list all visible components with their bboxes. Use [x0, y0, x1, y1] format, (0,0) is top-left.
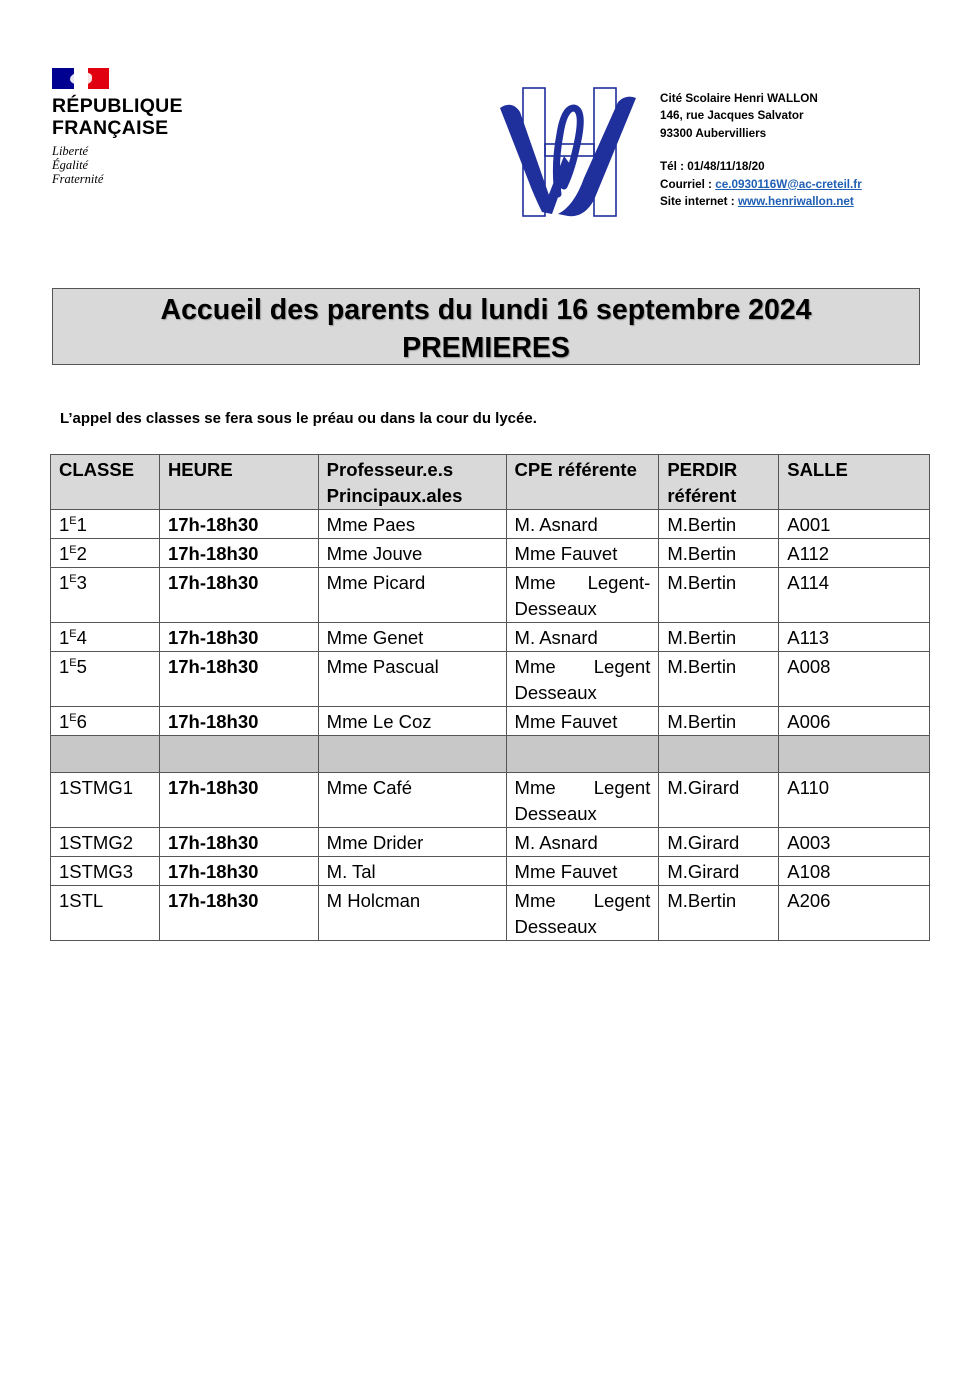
website-label: Site internet : [660, 195, 735, 209]
republic-name-line2: FRANÇAISE [52, 117, 169, 139]
class-cell: 1STMG1 [51, 773, 160, 828]
room-cell: A206 [779, 886, 930, 941]
class-cell: 1STL [51, 886, 160, 941]
class-cell: 1STMG3 [51, 857, 160, 886]
separator-row [51, 736, 930, 773]
prof-cell: Mme Picard [318, 568, 506, 623]
schedule-table [50, 454, 930, 941]
prof-cell: Mme Le Coz [318, 707, 506, 736]
perdir-cell: M.Bertin [659, 510, 779, 539]
time-cell: 17h-18h30 [159, 652, 318, 707]
republic-name-line1: RÉPUBLIQUE [52, 95, 183, 117]
room-cell: A114 [779, 568, 930, 623]
time-cell: 17h-18h30 [159, 623, 318, 652]
henri-wallon-logo-icon [498, 86, 638, 219]
perdir-cell: M.Girard [659, 773, 779, 828]
website-link[interactable]: www.henriwallon.net [737, 195, 854, 209]
republic-motto [52, 144, 183, 186]
title-box [52, 288, 920, 365]
school-name: Cité Scolaire Henri WALLON [660, 92, 818, 105]
cpe-cell: Mme Fauvet [506, 707, 659, 736]
room-cell: A006 [779, 707, 930, 736]
class-cell: $1^E4$ [51, 623, 160, 652]
class-cell: $1^E3$ [51, 568, 160, 623]
perdir-cell: M.Girard [659, 857, 779, 886]
header-classe: CLASSE [51, 455, 160, 510]
school-website-line [660, 193, 862, 210]
motto-egalite: Égalité [52, 158, 89, 172]
table-row [51, 623, 930, 652]
class-cell: $1^E6$ [51, 707, 160, 736]
header-perdir: PERDIR référent [659, 455, 779, 510]
header-cpe: CPE référente [506, 455, 659, 510]
time-cell: 17h-18h30 [159, 828, 318, 857]
school-phone: Tél : 01/48/11/18/20 [660, 160, 765, 174]
table-row [51, 857, 930, 886]
room-cell: A008 [779, 652, 930, 707]
perdir-cell: M.Bertin [659, 886, 779, 941]
prof-cell: M. Tal [318, 857, 506, 886]
perdir-cell: M.Bertin [659, 568, 779, 623]
table-row [51, 568, 930, 623]
time-cell: 17h-18h30 [159, 568, 318, 623]
cpe-cell: M. Asnard [506, 510, 659, 539]
prof-cell: Mme Pascual [318, 652, 506, 707]
motto-fraternite: Fraternité [52, 172, 104, 186]
header-salle: SALLE [779, 455, 930, 510]
cpe-cell: Mme Fauvet [506, 539, 659, 568]
perdir-cell: M.Bertin [659, 652, 779, 707]
page-title: Accueil des parents du lundi 16 septembre 2024 [160, 294, 812, 326]
table-row [51, 510, 930, 539]
prof-cell: M Holcman [318, 886, 506, 941]
time-cell: 17h-18h30 [159, 773, 318, 828]
room-cell: A110 [779, 773, 930, 828]
prof-cell: Mme Drider [318, 828, 506, 857]
class-cell: $1^E5$ [51, 652, 160, 707]
marianne-flag-icon [52, 68, 109, 89]
prof-cell: Mme Paes [318, 510, 506, 539]
page-subtitle: PREMIERES [402, 332, 570, 364]
school-street: 146, rue Jacques Salvator [660, 109, 804, 123]
school-city: 93300 Aubervilliers [660, 126, 767, 140]
school-email-line [660, 176, 862, 193]
cpe-cell: Mme Legent Desseaux [506, 886, 659, 941]
header-heure: HEURE [159, 455, 318, 510]
intro-text: L’appel des classes se fera sous le préau ou dans la cour du lycée. [60, 410, 537, 427]
class-cell: $1^E1$ [51, 510, 160, 539]
table-row [51, 652, 930, 707]
republic-name [52, 95, 183, 139]
table-row [51, 828, 930, 857]
table-row [51, 886, 930, 941]
cpe-cell: Mme Legent-Desseaux [506, 568, 659, 623]
email-label: Courriel : [660, 177, 712, 191]
header-professeurs: Professeur.e.s Principaux.ales [318, 455, 506, 510]
motto-liberte: Liberté [52, 144, 89, 158]
time-cell: 17h-18h30 [159, 510, 318, 539]
room-cell: A113 [779, 623, 930, 652]
prof-cell: Mme Genet [318, 623, 506, 652]
cpe-cell: Mme Legent Desseaux [506, 773, 659, 828]
perdir-cell: M.Girard [659, 828, 779, 857]
class-cell: $1^E2$ [51, 539, 160, 568]
prof-cell: Mme Jouve [318, 539, 506, 568]
table-header-row [51, 455, 930, 510]
table-row [51, 707, 930, 736]
cpe-cell: Mme Fauvet [506, 857, 659, 886]
time-cell: 17h-18h30 [159, 857, 318, 886]
cpe-cell: M. Asnard [506, 828, 659, 857]
email-link[interactable]: ce.0930116W@ac-creteil.fr [715, 177, 862, 191]
table-row [51, 539, 930, 568]
room-cell: A001 [779, 510, 930, 539]
prof-cell: Mme Café [318, 773, 506, 828]
time-cell: 17h-18h30 [159, 886, 318, 941]
class-cell: 1STMG2 [51, 828, 160, 857]
room-cell: A112 [779, 539, 930, 568]
school-contact-info [660, 90, 862, 210]
republique-francaise-logo [52, 68, 183, 186]
time-cell: 17h-18h30 [159, 707, 318, 736]
perdir-cell: M.Bertin [659, 539, 779, 568]
cpe-cell: M. Asnard [506, 623, 659, 652]
time-cell: 17h-18h30 [159, 539, 318, 568]
room-cell: A108 [779, 857, 930, 886]
perdir-cell: M.Bertin [659, 707, 779, 736]
perdir-cell: M.Bertin [659, 623, 779, 652]
table-row [51, 773, 930, 828]
room-cell: A003 [779, 828, 930, 857]
cpe-cell: Mme Legent Desseaux [506, 652, 659, 707]
